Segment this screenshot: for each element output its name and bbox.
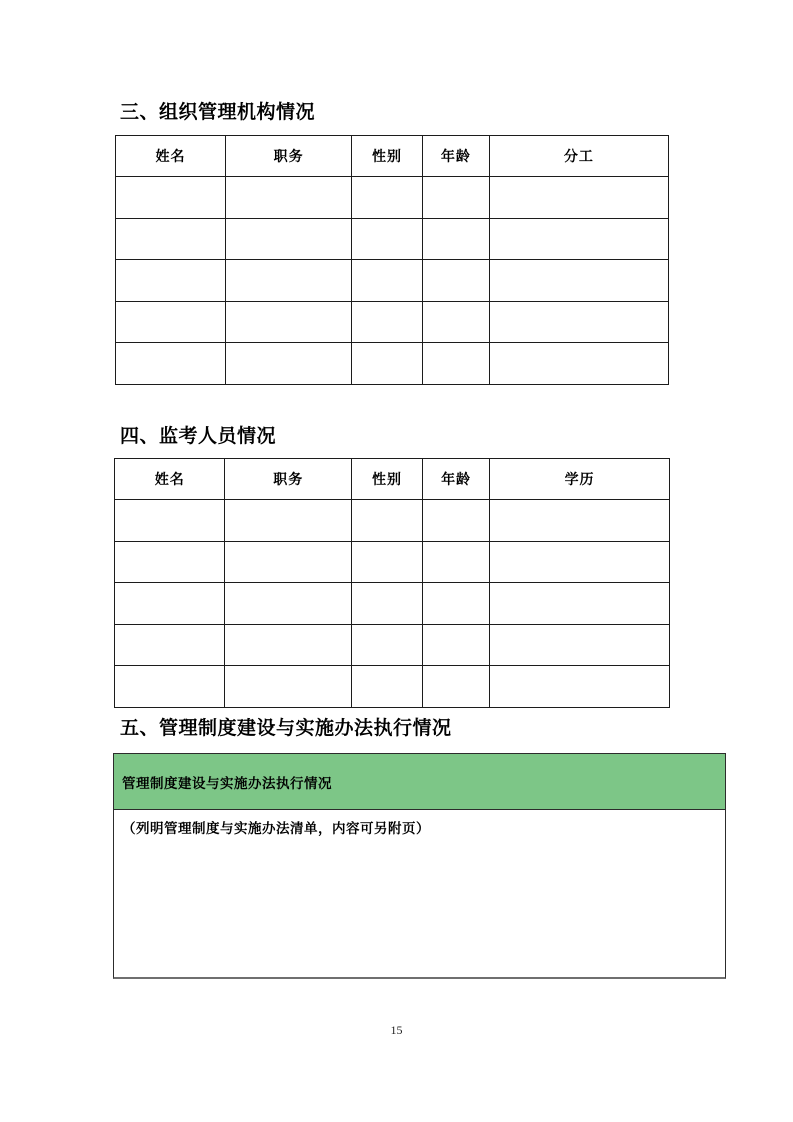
section-5-title: 五、管理制度建设与实施办法执行情况 — [120, 718, 452, 739]
empty-cell — [422, 343, 489, 385]
empty-cell — [490, 500, 670, 542]
column-header: 职务 — [225, 459, 352, 500]
empty-cell — [490, 583, 670, 625]
empty-cell — [490, 666, 670, 708]
column-header: 姓名 — [115, 459, 225, 500]
empty-cell — [351, 541, 422, 583]
empty-cell — [352, 260, 423, 302]
column-header: 年龄 — [422, 136, 489, 177]
column-header: 年龄 — [423, 459, 490, 500]
management-system-box-header: 管理制度建设与实施办法执行情况 — [114, 754, 725, 810]
empty-cell — [351, 666, 422, 708]
empty-cell — [423, 541, 490, 583]
empty-cell — [226, 301, 352, 343]
empty-cell — [422, 218, 489, 260]
table-header-row — [115, 459, 670, 500]
empty-cell — [116, 301, 226, 343]
table-row — [115, 541, 670, 583]
empty-cell — [490, 541, 670, 583]
column-header: 职务 — [226, 136, 352, 177]
page-number: 15 — [390, 1023, 403, 1037]
empty-cell — [489, 218, 668, 260]
empty-cell — [115, 541, 225, 583]
empty-cell — [225, 666, 352, 708]
empty-cell — [490, 624, 670, 666]
empty-cell — [422, 260, 489, 302]
column-header: 姓名 — [116, 136, 226, 177]
table-row — [116, 218, 669, 260]
table-row — [116, 343, 669, 385]
empty-cell — [352, 177, 423, 219]
table-row — [116, 177, 669, 219]
empty-cell — [352, 218, 423, 260]
empty-cell — [422, 177, 489, 219]
empty-cell — [116, 177, 226, 219]
empty-cell — [423, 500, 490, 542]
column-header: 性别 — [352, 136, 423, 177]
table-row — [116, 260, 669, 302]
column-header: 性别 — [351, 459, 422, 500]
empty-cell — [423, 583, 490, 625]
column-header: 分工 — [489, 136, 668, 177]
column-header: 学历 — [490, 459, 670, 500]
section-3-title: 三、组织管理机构情况 — [120, 102, 316, 123]
empty-cell — [116, 218, 226, 260]
empty-cell — [226, 177, 352, 219]
table-header-row — [116, 136, 669, 177]
empty-cell — [226, 218, 352, 260]
empty-cell — [116, 343, 226, 385]
empty-cell — [115, 500, 225, 542]
empty-cell — [225, 500, 352, 542]
table-row — [115, 666, 670, 708]
empty-cell — [352, 301, 423, 343]
empty-cell — [226, 343, 352, 385]
empty-cell — [489, 260, 668, 302]
table-row — [116, 301, 669, 343]
empty-cell — [226, 260, 352, 302]
empty-cell — [115, 583, 225, 625]
empty-cell — [422, 301, 489, 343]
table-row — [115, 583, 670, 625]
empty-cell — [351, 500, 422, 542]
table-row — [115, 624, 670, 666]
management-system-box-body: （列明管理制度与实施办法清单，内容可另附页） — [114, 810, 725, 977]
empty-cell — [115, 624, 225, 666]
empty-cell — [116, 260, 226, 302]
empty-cell — [351, 624, 422, 666]
empty-cell — [352, 343, 423, 385]
empty-cell — [225, 583, 352, 625]
empty-cell — [423, 666, 490, 708]
empty-cell — [489, 177, 668, 219]
invigilator-table — [114, 458, 670, 708]
empty-cell — [115, 666, 225, 708]
table-row — [115, 500, 670, 542]
empty-cell — [489, 301, 668, 343]
empty-cell — [225, 624, 352, 666]
empty-cell — [351, 583, 422, 625]
org-management-table — [115, 135, 669, 385]
management-system-box — [113, 753, 726, 979]
empty-cell — [489, 343, 668, 385]
empty-cell — [423, 624, 490, 666]
empty-cell — [225, 541, 352, 583]
section-4-title: 四、监考人员情况 — [120, 426, 277, 447]
